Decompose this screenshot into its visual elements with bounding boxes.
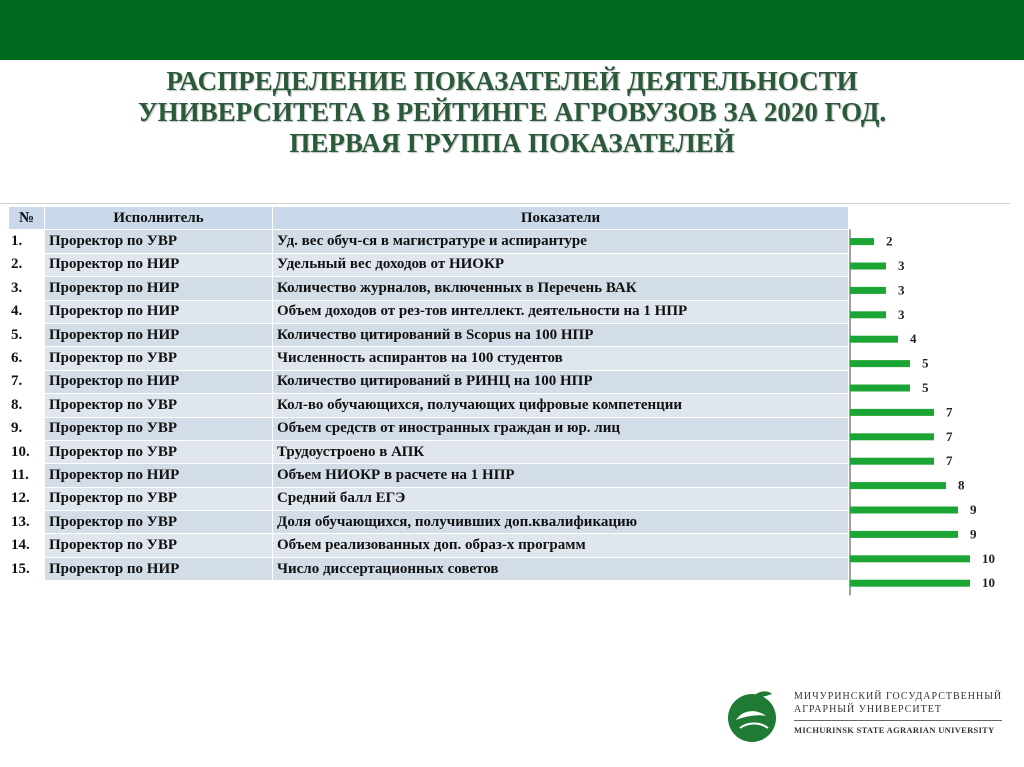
chart-data-label: 10: [982, 550, 995, 566]
logo-text: [794, 690, 1002, 737]
table-header-row: [9, 207, 849, 230]
chart-data-label: 2: [886, 233, 893, 249]
chart-bar: [850, 482, 946, 489]
row-executor: Проректор по УВР: [45, 511, 273, 534]
chart-data-label: 9: [970, 526, 977, 542]
chart-bar: [850, 336, 898, 343]
chart-data-label: 4: [910, 331, 917, 347]
row-indicator: Количество цитирований в Scopus на 100 НПР: [273, 323, 849, 346]
chart-data-label: 5: [922, 355, 929, 371]
chart-bar: [850, 433, 934, 440]
row-executor: Проректор по НИР: [45, 277, 273, 300]
table-row: [9, 300, 849, 323]
title-line-2: УНИВЕРСИТЕТА В РЕЙТИНГЕ АГРОВУЗОВ ЗА 2020 ГОД.: [137, 97, 887, 127]
row-number: 3.: [9, 277, 45, 300]
table-row: [9, 511, 849, 534]
chart-data-label: 7: [946, 428, 953, 444]
row-executor: Проректор по НИР: [45, 557, 273, 580]
slide-title: [60, 66, 964, 159]
row-indicator: Число диссертационных советов: [273, 557, 849, 580]
chart-bar: [850, 311, 886, 318]
header-number: №: [9, 207, 45, 230]
row-executor: Проректор по УВР: [45, 417, 273, 440]
table-body: [9, 230, 849, 581]
chart-bar: [850, 360, 910, 367]
indicator-bar-chart: [845, 206, 1015, 601]
chart-data-label: 8: [958, 477, 965, 493]
row-indicator: Численность аспирантов на 100 студентов: [273, 347, 849, 370]
row-number: 9.: [9, 417, 45, 440]
row-indicator: Объем НИОКР в расчете на 1 НПР: [273, 464, 849, 487]
row-indicator: Удельный вес доходов от НИОКР: [273, 253, 849, 276]
table-row: [9, 394, 849, 417]
title-line-1: РАСПРЕДЕЛЕНИЕ ПОКАЗАТЕЛЕЙ ДЕЯТЕЛЬНОСТИ: [166, 66, 858, 96]
chart-bar: [850, 238, 874, 245]
row-number: 8.: [9, 394, 45, 417]
row-executor: Проректор по УВР: [45, 230, 273, 253]
chart-data-label: 3: [898, 306, 905, 322]
chart-bar: [850, 555, 970, 562]
row-indicator: Доля обучающихся, получивших доп.квалификацию: [273, 511, 849, 534]
chart-data-label: 5: [922, 380, 929, 395]
row-indicator: Объем реализованных доп. образ-х программ: [273, 534, 849, 557]
title-divider: [0, 203, 1010, 204]
logo-line-2: АГРАРНЫЙ УНИВЕРСИТЕТ: [794, 704, 942, 715]
chart-bar: [850, 385, 910, 392]
chart-bar: [850, 580, 970, 587]
row-number: 12.: [9, 487, 45, 510]
row-executor: Проректор по НИР: [45, 323, 273, 346]
chart-data-label: 3: [898, 258, 905, 273]
table-row: [9, 417, 849, 440]
logo-line-3: MICHURINSK STATE AGRARIAN UNIVERSITY: [794, 720, 1002, 737]
table-row: [9, 253, 849, 276]
chart-bar: [850, 458, 934, 465]
row-number: 7.: [9, 370, 45, 393]
row-number: 10.: [9, 440, 45, 463]
table-row: [9, 323, 849, 346]
table-row: [9, 347, 849, 370]
chart-bar: [850, 263, 886, 270]
table-row: [9, 557, 849, 580]
row-executor: Проректор по НИР: [45, 370, 273, 393]
table-row: [9, 487, 849, 510]
row-executor: Проректор по УВР: [45, 534, 273, 557]
chart-bar: [850, 409, 934, 416]
row-number: 6.: [9, 347, 45, 370]
row-number: 13.: [9, 511, 45, 534]
table-row: [9, 370, 849, 393]
logo-line-1: МИЧУРИНСКИЙ ГОСУДАРСТВЕННЫЙ: [794, 691, 1003, 702]
row-indicator: Количество журналов, включенных в Перечень ВАК: [273, 277, 849, 300]
row-indicator: Количество цитирований в РИНЦ на 100 НПР: [273, 370, 849, 393]
row-number: 5.: [9, 323, 45, 346]
chart-data-label: 7: [946, 404, 953, 420]
university-logo: [722, 686, 1012, 746]
chart-bar: [850, 287, 886, 294]
row-executor: Проректор по УВР: [45, 347, 273, 370]
row-number: 14.: [9, 534, 45, 557]
apple-logo-icon: [722, 686, 786, 746]
top-banner: [0, 0, 1024, 60]
indicators-table: [8, 206, 849, 581]
row-executor: Проректор по НИР: [45, 464, 273, 487]
table-row: [9, 534, 849, 557]
header-indicator: Показатели: [273, 207, 849, 230]
row-number: 1.: [9, 230, 45, 253]
row-executor: Проректор по УВР: [45, 487, 273, 510]
header-executor: Исполнитель: [45, 207, 273, 230]
row-indicator: Объем доходов от рез-тов интеллект. деятельности на 1 НПР: [273, 300, 849, 323]
table-row: [9, 277, 849, 300]
table-row: [9, 440, 849, 463]
chart-data-label: 10: [982, 575, 995, 591]
row-executor: Проректор по УВР: [45, 394, 273, 417]
row-executor: Проректор по НИР: [45, 253, 273, 276]
chart-bar: [850, 531, 958, 538]
chart-data-label: 9: [970, 502, 977, 517]
row-number: 4.: [9, 300, 45, 323]
chart-data-label: 7: [946, 453, 953, 469]
row-number: 11.: [9, 464, 45, 487]
title-line-3: ПЕРВАЯ ГРУППА ПОКАЗАТЕЛЕЙ: [289, 128, 735, 158]
table-row: [9, 230, 849, 253]
table-row: [9, 464, 849, 487]
row-indicator: Уд. вес обуч-ся в магистратуре и аспирантуре: [273, 230, 849, 253]
row-indicator: Трудоустроено в АПК: [273, 440, 849, 463]
row-indicator: Средний балл ЕГЭ: [273, 487, 849, 510]
row-executor: Проректор по НИР: [45, 300, 273, 323]
chart-bar: [850, 507, 958, 514]
row-executor: Проректор по УВР: [45, 440, 273, 463]
row-number: 2.: [9, 253, 45, 276]
row-number: 15.: [9, 557, 45, 580]
chart-data-label: 3: [898, 282, 905, 298]
row-indicator: Объем средств от иностранных граждан и юр. лиц: [273, 417, 849, 440]
row-indicator: Кол-во обучающихся, получающих цифровые компетенции: [273, 394, 849, 417]
